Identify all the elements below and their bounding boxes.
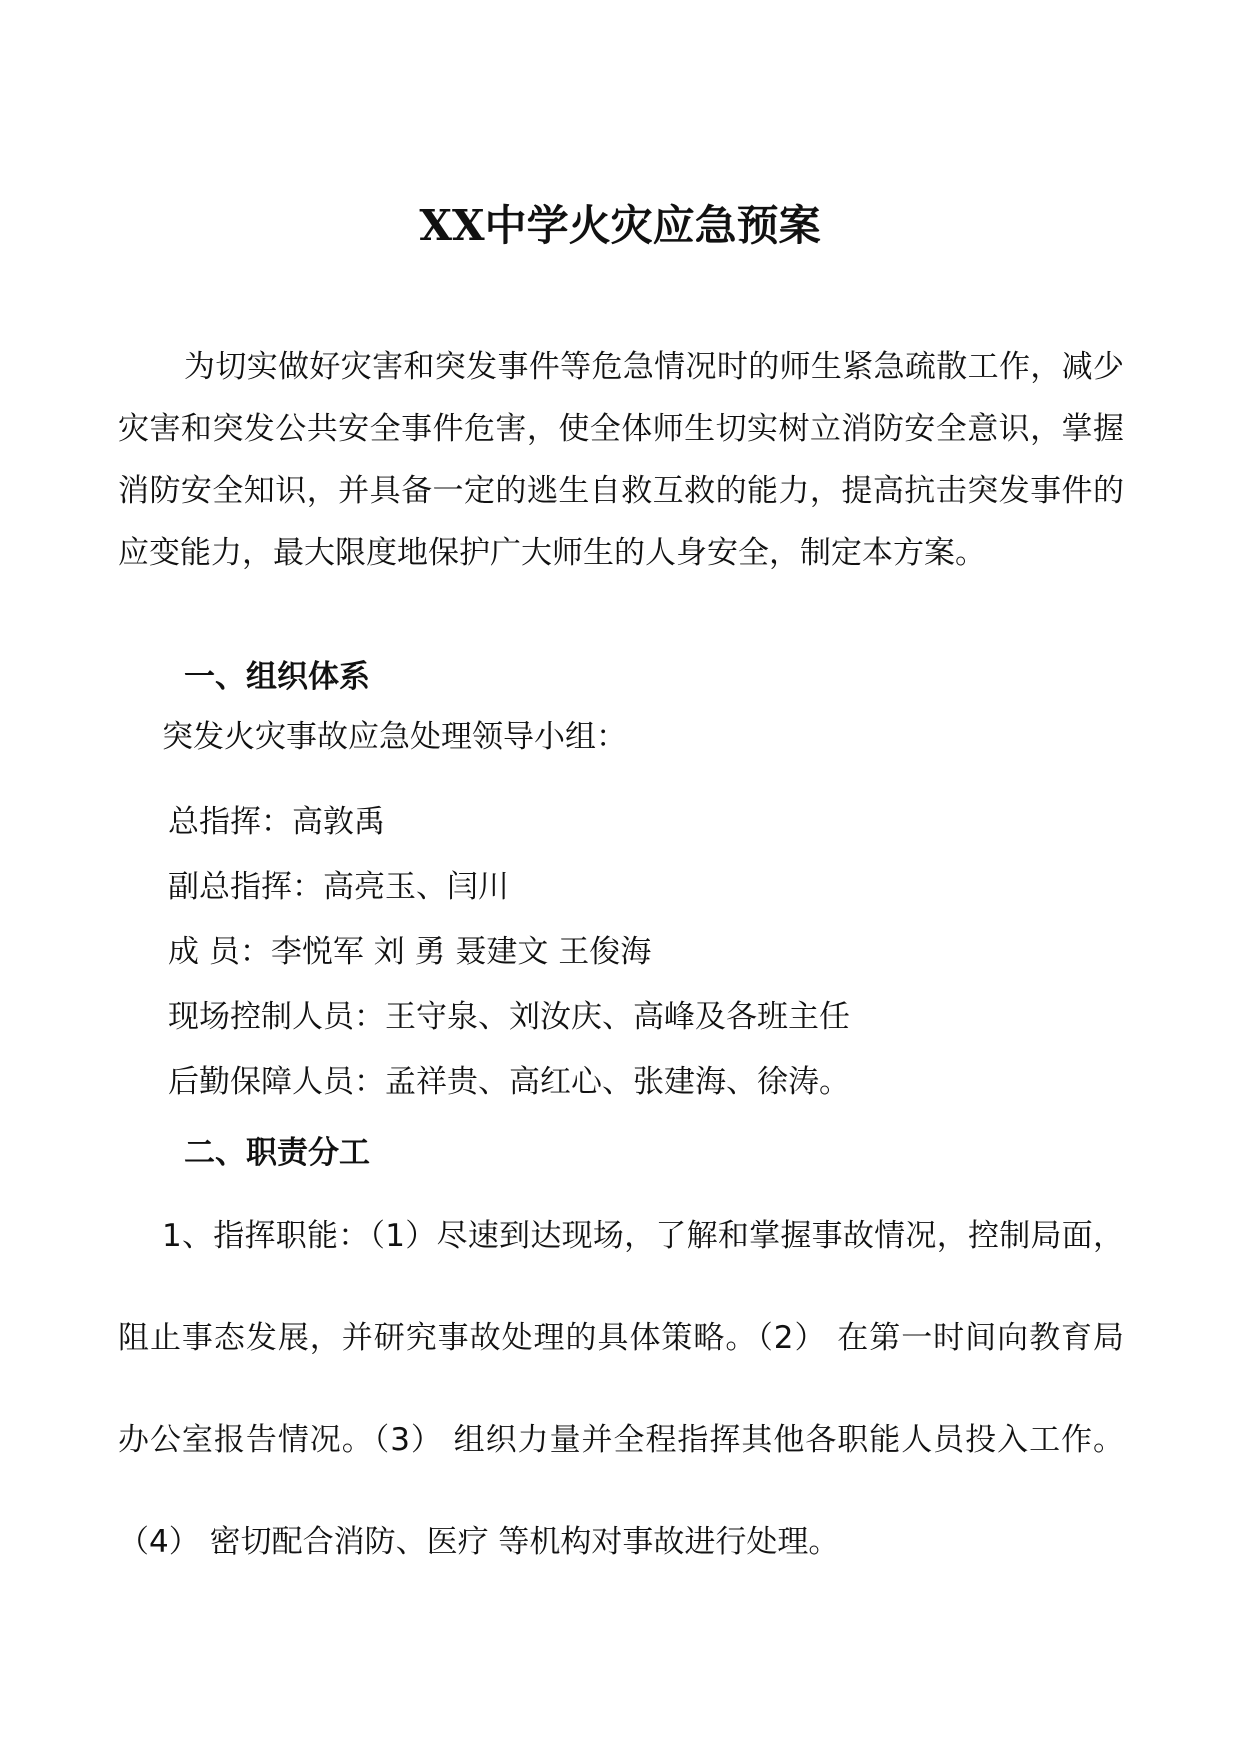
member-deputy-commander: 副总指挥：高亮玉、闫川 bbox=[168, 869, 509, 905]
duty-paragraph: 1、指挥职能：（1）尽速到达现场，了解和掌握事故情况，控制局面，阻止事态发展，并研究事故处理的具体策略。（2） 在第一时间向教育局办公室报告情况。（3） 组织力量并全程指挥其他各职能人员投入工作。（4） 密切配合消防、医疗 等机构对事故进行处理。 bbox=[118, 1218, 1124, 1560]
intro-paragraph: 为切实做好灾害和突发事件等危急情况时的师生紧急疏散工作，减少灾害和突发公共安全事件危害，使全体师生切实树立消防安全意识，掌握消防安全知识，并具备一定的逃生自救互救的能力，提高抗击突发事件的应变能力，最大限度地保护广大师生的人身安全，制定本方案。 bbox=[118, 349, 1124, 571]
member-logistics: 后勤保障人员：孟祥贵、高红心、张建海、徐涛。 bbox=[168, 1064, 850, 1100]
member-list bbox=[168, 800, 850, 1125]
member-commander: 总指挥：高敦禹 bbox=[168, 804, 385, 840]
section-heading-duties: 二、职责分工 bbox=[184, 1135, 370, 1171]
member-site-control: 现场控制人员：王守泉、刘汝庆、高峰及各班主任 bbox=[168, 999, 850, 1035]
section-heading-organization: 一、组织体系 bbox=[184, 659, 370, 695]
leadership-group-label: 突发火灾事故应急处理领导小组： bbox=[162, 719, 627, 755]
document-title: XX中学火灾应急预案 bbox=[419, 201, 821, 250]
member-team: 成 员：李悦军 刘 勇 聂建文 王俊海 bbox=[168, 934, 652, 970]
